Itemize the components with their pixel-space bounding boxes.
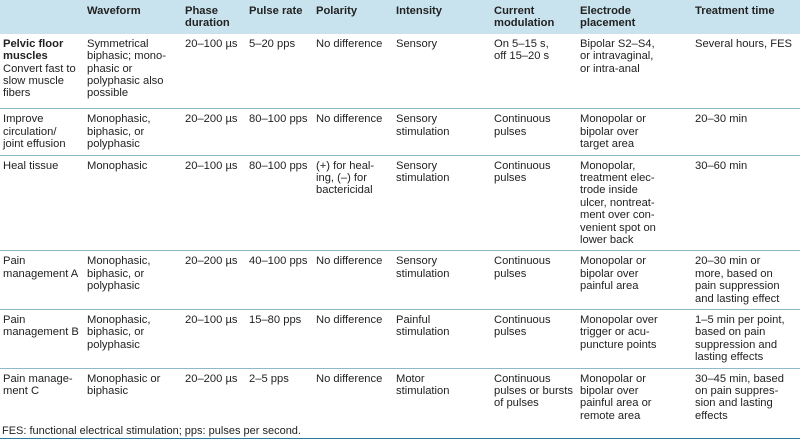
cell-text-line: No difference: [316, 372, 383, 385]
table-cell: [393, 368, 491, 438]
cell-text-line: management A: [3, 267, 79, 280]
cell-text-line: 20–100 µs: [185, 314, 238, 326]
cell-text-line: Several hours, FES: [695, 37, 793, 50]
row-title: Pelvic floor muscles: [3, 37, 64, 63]
cell-text-line: Symmetrical: [87, 37, 149, 50]
cell-text-line: on pain suppres-: [695, 385, 779, 398]
cell-text-line: management B: [3, 326, 79, 339]
table-cell: [313, 155, 393, 251]
cell-text-line: polyphasic: [87, 138, 140, 151]
header-cell: Intensity: [393, 0, 491, 34]
cell-text-line: 20–100 µs: [185, 37, 238, 50]
table-cell: [0, 310, 84, 369]
table-cell: [692, 155, 800, 251]
table-row: [0, 310, 800, 369]
table-cell: [246, 155, 313, 251]
cell-text-line: stimulation: [396, 385, 450, 398]
cell-text-line: venient spot on: [580, 221, 656, 234]
table-cell: [84, 251, 182, 310]
cell-text-line: Continuous: [494, 113, 551, 126]
header-cell: Phase duration: [182, 0, 246, 34]
cell-text-line: 20–200 µs: [185, 113, 238, 126]
table-cell: [246, 109, 313, 155]
cell-text-line: pain suppression: [695, 280, 780, 293]
cell-text-line: suppression and: [695, 338, 778, 351]
cell-text-line: trode inside: [580, 184, 638, 197]
cell-text-line: off 15–20 s: [494, 50, 550, 63]
cell-text-line: Pain manage-: [3, 372, 73, 385]
cell-text-line: 30–60 min: [695, 159, 748, 172]
cell-text-line: 15–80 pps: [249, 314, 302, 326]
table-cell: [692, 34, 800, 109]
header-cell: Pulse rate: [246, 0, 313, 34]
cell-text-line: biphasic: [87, 385, 129, 398]
cell-text-line: Monopolar or: [580, 255, 646, 268]
cell-text-line: Bipolar S2–S4,: [580, 37, 655, 50]
cell-text-line: bipolar over: [580, 385, 639, 398]
cell-text-line: pulses: [494, 171, 527, 184]
table-cell: [0, 34, 84, 109]
table-cell: [246, 34, 313, 109]
table-cell: [491, 251, 577, 310]
table-cell: [692, 310, 800, 369]
table-cell: [182, 310, 246, 369]
cell-text-line: 20–100 µs: [185, 159, 238, 172]
cell-text-line: painful area: [580, 280, 639, 293]
table-cell: [577, 310, 692, 369]
cell-text-line: slow muscle: [3, 75, 64, 88]
cell-text-line: 20–200 µs: [185, 255, 238, 268]
cell-text-line: treatment elec-: [580, 171, 655, 184]
table-row: [0, 155, 800, 251]
table-cell: [84, 109, 182, 155]
table-cell: [491, 155, 577, 251]
cell-text-line: ment C: [3, 385, 40, 398]
cell-text-line: Continuous: [494, 159, 551, 172]
cell-text-line: ing, (–) for: [316, 171, 367, 184]
cell-text-line: 40–100 pps: [249, 255, 308, 268]
table-cell: [491, 34, 577, 109]
cell-text-line: Monopolar or: [580, 113, 646, 126]
table-cell: [84, 155, 182, 251]
cell-text-line: 5–20 pps: [249, 37, 296, 50]
header-cell: [0, 0, 84, 34]
cell-text-line: lasting effects: [695, 351, 764, 364]
cell-text-line: Monophasic,: [87, 113, 151, 126]
table-cell: [393, 310, 491, 369]
cell-text-line: Monophasic or: [87, 372, 161, 385]
cell-text-line: more, based on: [695, 267, 773, 280]
table-cell: [313, 368, 393, 438]
table-row: [0, 251, 800, 310]
cell-text-line: painful area or: [580, 397, 652, 410]
cell-text-line: polyphasic: [87, 280, 140, 293]
cell-text-line: 30–45 min, based: [695, 372, 784, 385]
table-cell: [577, 251, 692, 310]
cell-text-line: bipolar over: [580, 267, 639, 280]
cell-text-line: and lasting effect: [695, 292, 780, 305]
cell-text-line: 20–30 min: [695, 113, 748, 126]
cell-text-line: Monophasic,: [87, 314, 151, 326]
cell-text-line: target area: [580, 138, 635, 151]
cell-text-line: lower back: [580, 233, 634, 246]
cell-text-line: polyphasic also: [87, 75, 164, 88]
cell-text-line: or intravaginal,: [580, 50, 654, 63]
table-row: [0, 34, 800, 109]
table-cell: [182, 109, 246, 155]
table-cell: [182, 155, 246, 251]
cell-text-line: 80–100 pps: [249, 159, 308, 172]
cell-text-line: sion and lasting: [695, 397, 773, 410]
cell-text-line: Monophasic,: [87, 255, 151, 268]
cell-text-line: of pulses: [494, 397, 539, 410]
cell-text-line: pulses: [494, 267, 527, 280]
cell-text-line: ment over con-: [580, 209, 655, 222]
cell-text-line: 2–5 pps: [249, 372, 289, 385]
cell-text-line: joint effusion: [3, 138, 66, 151]
cell-text-line: 1–5 min per point,: [695, 314, 785, 326]
cell-text-line: remote area: [580, 409, 641, 422]
table-cell: [84, 310, 182, 369]
cell-text-line: effects: [695, 409, 728, 422]
table-cell: [182, 251, 246, 310]
cell-text-line: Heal tissue: [3, 159, 59, 172]
table-row: [0, 109, 800, 155]
cell-text-line: Monophasic: [87, 159, 148, 172]
cell-text-line: possible: [87, 87, 129, 100]
cell-text-line: 80–100 pps: [249, 113, 308, 126]
cell-text-line: biphasic, or: [87, 125, 145, 138]
cell-text-line: biphasic, or: [87, 267, 145, 280]
table-cell: [393, 109, 491, 155]
table-cell: [491, 109, 577, 155]
table-cell: [313, 34, 393, 109]
cell-text-line: Sensory: [396, 255, 438, 268]
cell-text-line: Convert fast to: [3, 62, 76, 75]
cell-text-line: 20–30 min or: [695, 255, 761, 268]
cell-text-line: or intra-anal: [580, 62, 640, 75]
cell-text-line: Sensory: [396, 113, 438, 126]
cell-text-line: stimulation: [396, 326, 450, 339]
table-cell: [313, 251, 393, 310]
cell-text-line: stimulation: [396, 267, 450, 280]
table-cell: [246, 251, 313, 310]
table-cell: [84, 34, 182, 109]
header-cell: Polarity: [313, 0, 393, 34]
table-cell: [0, 109, 84, 155]
table-cell: [577, 368, 692, 438]
cell-text-line: Improve: [3, 113, 44, 126]
table-cell: [491, 368, 577, 438]
cell-text-line: Sensory: [396, 159, 438, 172]
header-cell: Electrode placement: [577, 0, 692, 34]
cell-text-line: Monopolar over: [580, 314, 658, 326]
cell-text-line: puncture points: [580, 338, 657, 351]
cell-text-line: Continuous: [494, 314, 551, 326]
table-cell: [577, 155, 692, 251]
table-cell: [0, 155, 84, 251]
cell-text-line: 20–200 µs: [185, 372, 238, 385]
table-cell: [313, 310, 393, 369]
cell-text-line: Monopolar or: [580, 372, 646, 385]
table-cell: [0, 251, 84, 310]
cell-text-line: phasic or: [87, 62, 133, 75]
cell-text-line: trigger or acu-: [580, 326, 650, 339]
table-cell: [577, 34, 692, 109]
cell-text-line: bactericidal: [316, 184, 373, 197]
footnote: FES: functional electrical stimulation; pps: pulses per second.: [2, 425, 301, 437]
cell-text-line: On 5–15 s,: [494, 37, 549, 50]
table-cell: [393, 155, 491, 251]
cell-text-line: pulses: [494, 125, 527, 138]
cell-text-line: Monopolar,: [580, 159, 636, 172]
table-cell: [692, 251, 800, 310]
cell-text-line: Continuous: [494, 372, 551, 385]
cell-text-line: pulses or bursts: [494, 385, 573, 398]
cell-text-line: biphasic, or: [87, 326, 145, 339]
table-cell: [393, 251, 491, 310]
header-cell: Waveform: [84, 0, 182, 34]
cell-text-line: fibers: [3, 87, 31, 100]
cell-text-line: biphasic; mono-: [87, 50, 166, 63]
cell-text-line: Painful: [396, 314, 431, 326]
table-cell: [393, 34, 491, 109]
table-cell: [182, 34, 246, 109]
cell-text-line: Sensory: [396, 37, 438, 50]
table-cell: [246, 310, 313, 369]
cell-text-line: stimulation: [396, 125, 450, 138]
cell-text-line: (+) for heal-: [316, 159, 375, 172]
cell-text-line: No difference: [316, 314, 383, 326]
cell-text-line: Pain: [3, 255, 26, 268]
table-cell: [491, 310, 577, 369]
cell-text-line: No difference: [316, 37, 383, 50]
cell-text-line: bipolar over: [580, 125, 639, 138]
cell-text-line: No difference: [316, 255, 383, 268]
cell-text-line: No difference: [316, 113, 383, 126]
table-cell: [313, 109, 393, 155]
cell-text-line: Pain: [3, 314, 26, 326]
cell-text-line: ulcer, nontreat-: [580, 196, 655, 209]
cell-text-line: circulation/: [3, 125, 57, 138]
table-cell: [577, 109, 692, 155]
table-cell: [692, 109, 800, 155]
cell-text-line: stimulation: [396, 171, 450, 184]
table-cell: [692, 368, 800, 438]
header-row: [0, 0, 800, 34]
header-cell: Current modulation: [491, 0, 577, 34]
header-cell: Treatment time: [692, 0, 800, 34]
table-body: [0, 34, 800, 438]
cell-text-line: pulses: [494, 326, 527, 339]
cell-text-line: Continuous: [494, 255, 551, 268]
cell-text-line: Motor: [396, 372, 425, 385]
cell-text-line: polyphasic: [87, 338, 140, 351]
cell-text-line: based on pain: [695, 326, 766, 339]
